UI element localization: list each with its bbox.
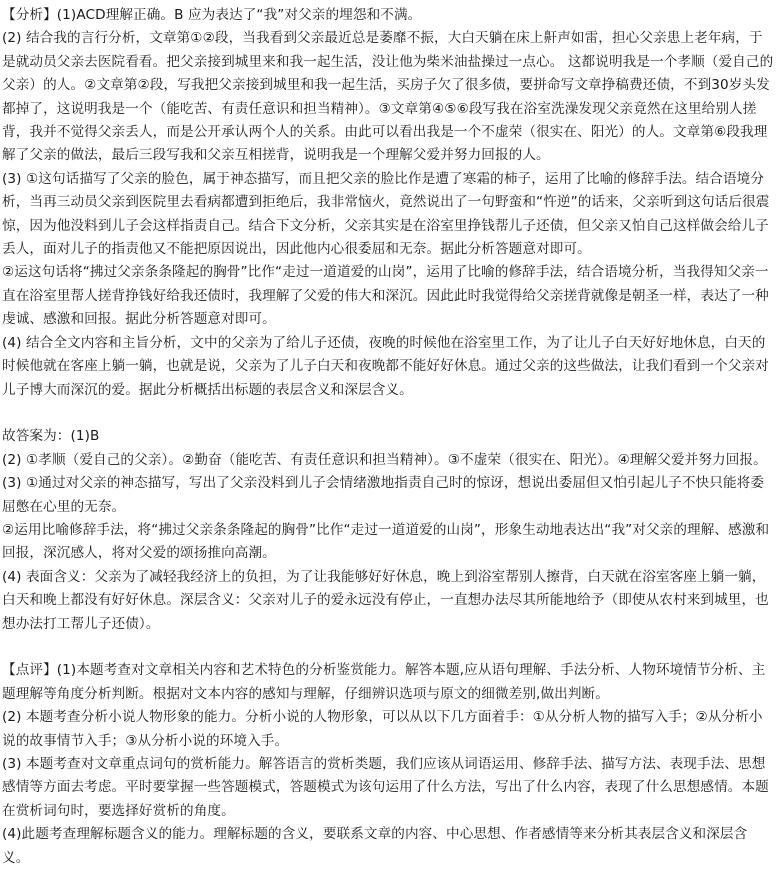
- answer-paragraph-3: (3) ①通过对父亲的神态描写，写出了父亲没料到儿子会情绪激地指责自己时的惊讶，想说出委屈但又怕引起儿子不快只能将委屈憋在心里的无奈。: [2, 475, 765, 515]
- comment-paragraph-2: (2) 本题考查分析小说人物形象的能力。分析小说的人物形象，可以从以下几方面着手：①从分析人物的描写入手；②从分析小说的故事情节入手；③从分析小说的环境入手。: [2, 709, 763, 749]
- analysis-paragraph-2: (2) 结合我的言行分析，文章第①②段，当我看到父亲最近总是萎靡不振，大白天躺在床上鼾声如雷，担心父亲患上老年病，于是就动员父亲去医院看看。把父亲接到城里来和我一起生活，没让他为柴米油盐操过一点心。 这都说明我是一个孝顺（爱自己的父亲）的人。②文章第②段，写我把父亲接到城里和我一起生活，买房子欠了很多债，要拼命写文章挣稿费还债，不到30岁头发都掉了，这说明我是一个（能吃苦、有责任意识和担当精神）。③文章第④⑤⑥段写我在浴室洗澡发现父亲竟然在这里给别人搓背，我并不觉得父亲丢人，而是公开承认两个人的关系。由此可以看出我是一个不虚荣（很实在、阳光）的人。文章第⑥段我理解了父亲的做法，最后三段写我和父亲互相搓背，说明我是一个理解父爱并努力回报的人。: [2, 30, 774, 164]
- answer-paragraph-1: 故答案为：(1)B: [2, 428, 100, 445]
- comment-paragraph-1: 【点评】(1)本题考查对文章相关内容和艺术特色的分析鉴赏能力。解答本题,应从语句理解、手法分析、人物环境情节分析、主题理解等角度分析判断。根据对文本内容的感知与理解，仔细辨识选项与原文的细微差别,做出判断。: [2, 662, 766, 702]
- analysis-paragraph-4: ②运这句话将“拂过父亲条条隆起的胸骨”比作“走过一道道爱的山岗”，运用了比喻的修辞手法，结合语境分析，当我得知父亲一直在浴室里帮人搓背挣钱好给我还债时，我理解了父爱的伟大和深沉。因此此时我觉得给父亲搓背就像是朝圣一样，表达了一种虔诚、感激和回报。据此分析答题意对即可。: [2, 264, 769, 328]
- section-spacer: [2, 636, 774, 659]
- comment-section: [2, 659, 774, 870]
- answer-paragraph-2: (2) ①孝顺（爱自己的父亲）。②勤奋（能吃苦、有责任意识和担当精神）。③不虚荣（很实在、阳光）。④理解父爱并努力回报。: [2, 451, 767, 468]
- answer-paragraph-5: (4) 表面含义：父亲为了减轻我经济上的负担，为了让我能够好好休息，晚上到浴室帮别人擦背，白天就在浴室客座上躺一躺，白天和晚上都没有好好休息。深层含义：父亲对儿子的爱永远没有停止，一直想办法尽其所能地给予（即使从农村来到城里，也想办法打工帮儿子还债）。: [2, 568, 769, 632]
- analysis-paragraph-3: (3) ①这句话描写了父亲的脸色，属于神态描写，而且把父亲的脸比作是遭了寒霜的柿子，运用了比喻的修辞手法。结合语境分析，当再三动员父亲到医院里去看病都遭到拒绝后，我非常恼火，竟然说出了一句野蛮和“忤逆”的话来，父亲听到这句话后很震惊，因为他没料到儿子会这样指责自己。结合下文分析，父亲其实是在浴室里挣钱帮儿子还债，但父亲又怕自己这样做会给儿子丢人，面对儿子的指责他又不能把原因说出，因此他内心很委屈和无奈。据此分析答题意对即可。: [2, 170, 770, 258]
- analysis-section: [2, 4, 774, 402]
- comment-paragraph-3: (3) 本题考查对文章重点词句的赏析能力。解答语言的赏析类题，我们应该从词语运用、修辞手法、描写方法、表现手法、思想感情等方面去考虑。平时要掌握一些答题模式，答题模式为该句运用了什么方法，写出了什么内容，表现了什么思想感情。本题在赏析词句时，要选择好赏析的角度。: [2, 755, 769, 819]
- analysis-paragraph-5: (4) 结合全文内容和主旨分析，文中的父亲为了给儿子还债，夜晚的时候他在浴室里工作，为了让儿子白天好好地休息，白天的时候他就在客座上躺一躺，也就是说，父亲为了儿子白天和夜晚都不能好好休息。通过父亲的这些做法，让我们看到一个父亲对儿子博大而深沉的爱。据此分析概括出标题的表层含义和深层含义。: [2, 334, 769, 398]
- answer-section: [2, 425, 774, 636]
- section-spacer: [2, 402, 774, 425]
- answer-paragraph-4: ②运用比喻修辞手法，将“拂过父亲条条隆起的胸骨”比作“走过一道道爱的山岗”，形象生动地表达出“我”对父亲的理解、感激和回报，深沉感人，将对父爱的颂扬推向高潮。: [2, 521, 770, 562]
- comment-paragraph-4: (4)此题考查理解标题含义的能力。理解标题的含义，要联系文章的内容、中心思想、作者感情等来分析其表层含义和深层含义。: [2, 826, 748, 866]
- analysis-paragraph-1: 【分析】(1)ACD理解正确。B 应为表达了“我”对父亲的埋怨和不满。: [2, 7, 422, 23]
